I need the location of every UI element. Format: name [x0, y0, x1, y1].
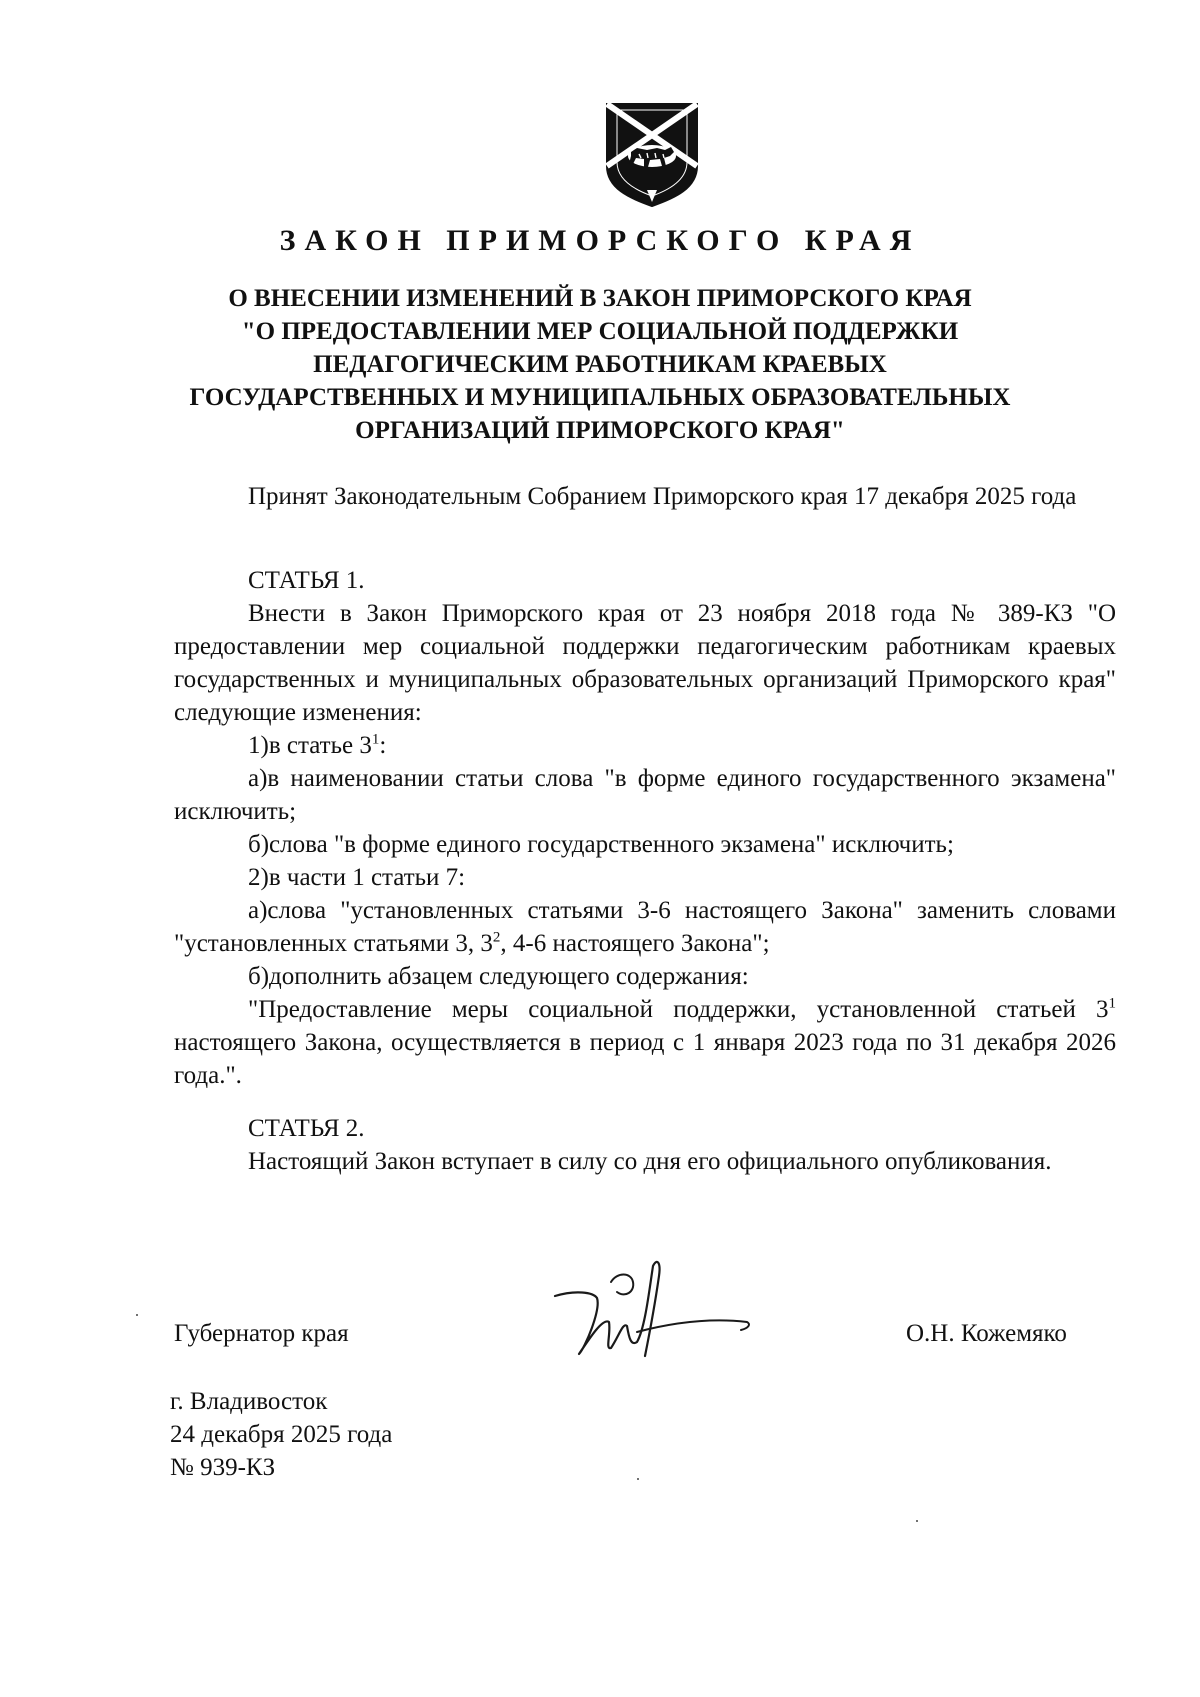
governor-signature	[545, 1252, 775, 1372]
item-1a: а)в наименовании статьи слова "в форме единого государственного экзамена" исключить;	[174, 765, 1116, 825]
item-1b: б)слова "в форме единого государственного экзамена" исключить;	[248, 831, 954, 858]
article-1-intro: Внести в Закон Приморского края от 23 ноября 2018 года № 389-КЗ "О предоставлении мер социальной поддержки педагогическим работникам краевых государственных и муниципальных образовательных организаций Приморского края" следующие изменения:	[174, 600, 1116, 726]
governor-name: О.Н. Кожемяко	[906, 1320, 1067, 1347]
item-2b: б)дополнить абзацем следующего содержания:	[248, 963, 749, 990]
item-2: 2)в части 1 статьи 7:	[248, 864, 466, 891]
item-1: 1)в статье $3^1$:	[248, 731, 387, 759]
item-2b-quote: "Предоставление меры социальной поддержки, установленной статьей $3^1$ настоящего Закона, осуществляется в период с 1 января 2023 года по 31 декабря 2026 года.".	[174, 995, 1116, 1089]
law-subtitle	[150, 282, 1050, 447]
subtitle-line: ОРГАНИЗАЦИЙ ПРИМОРСКОГО КРАЯ"	[355, 417, 845, 444]
item-2a: а)слова "установленных статьями 3-6 настоящего Закона" заменить словами "установленных статьями 3, $3^2$, 4-6 настоящего Закона";	[174, 897, 1116, 957]
subtitle-line: ГОСУДАРСТВЕННЫХ И МУНИЦИПАЛЬНЫХ ОБРАЗОВАТЕЛЬНЫХ	[189, 384, 1011, 411]
scan-speck	[916, 1520, 918, 1522]
article-2-heading: СТАТЬЯ 2.	[248, 1115, 365, 1142]
subtitle-line: О ВНЕСЕНИИ ИЗМЕНЕНИЙ В ЗАКОН ПРИМОРСКОГО КРАЯ	[228, 285, 972, 312]
footer-city: г. Владивосток	[170, 1388, 328, 1415]
subtitle-line: "О ПРЕДОСТАВЛЕНИИ МЕР СОЦИАЛЬНОЙ ПОДДЕРЖКИ	[241, 318, 959, 345]
article-2-text: Настоящий Закон вступает в силу со дня его официального опубликования.	[248, 1148, 1052, 1175]
footer-number: № 939-КЗ	[170, 1454, 276, 1481]
article-1-heading: СТАТЬЯ 1.	[248, 567, 365, 594]
footer-date: 24 декабря 2025 года	[170, 1421, 393, 1448]
primorsky-coat-of-arms-icon	[603, 100, 701, 208]
scan-speck	[136, 1314, 138, 1316]
subtitle-line: ПЕДАГОГИЧЕСКИМ РАБОТНИКАМ КРАЕВЫХ	[313, 351, 887, 378]
document-body	[174, 480, 1116, 1178]
law-title: ЗАКОН ПРИМОРСКОГО КРАЯ	[279, 224, 921, 257]
document-footer	[170, 1385, 392, 1484]
scan-speck	[637, 1478, 639, 1480]
governor-title: Губернатор края	[174, 1320, 349, 1347]
adoption-note: Принят Законодательным Собранием Приморского края 17 декабря 2025 года	[248, 483, 1077, 510]
